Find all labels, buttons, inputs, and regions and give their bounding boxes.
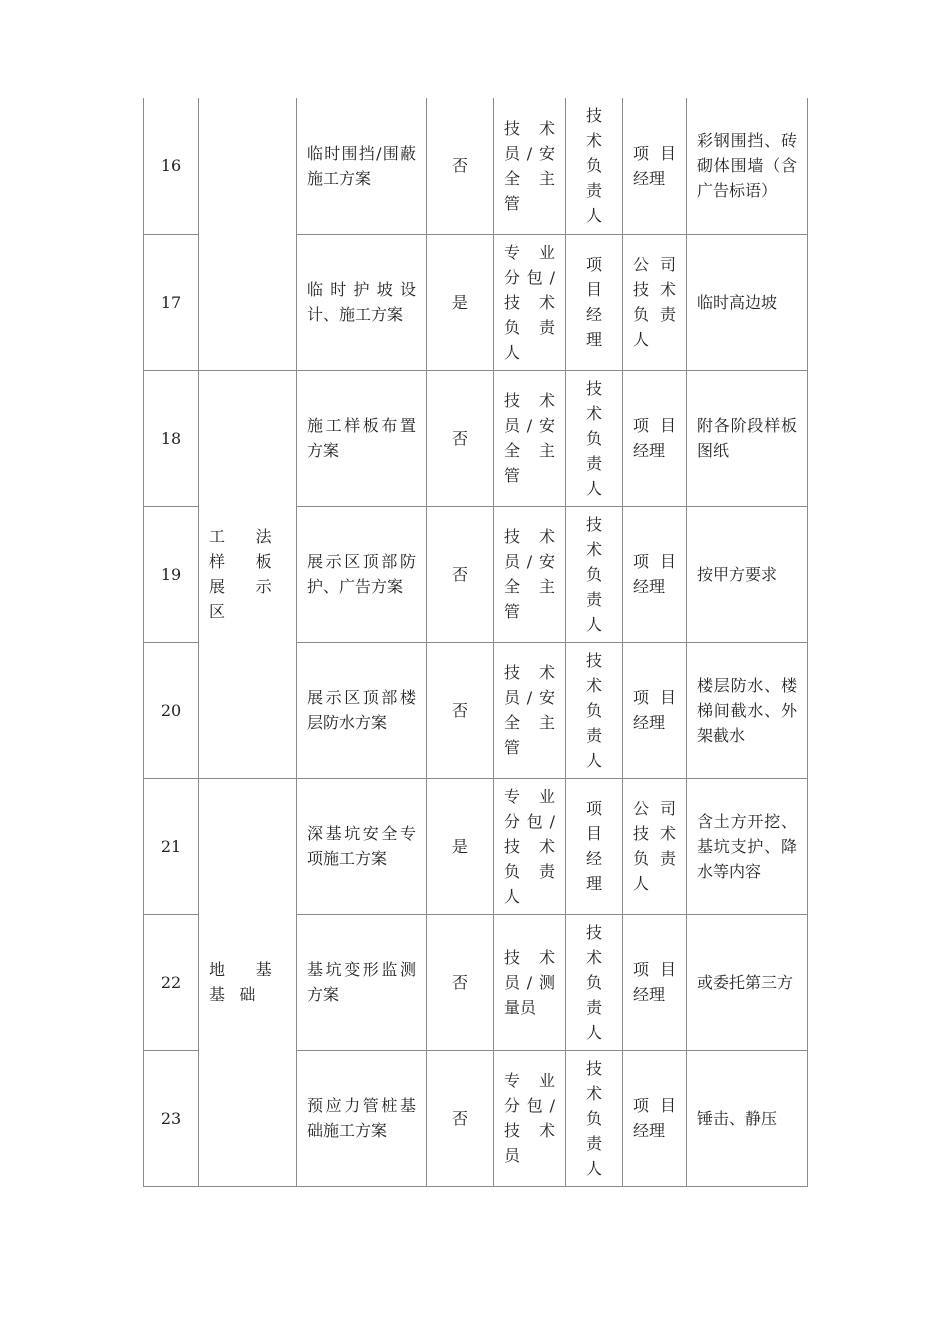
approver-cell: 项目经理	[623, 1050, 687, 1186]
remark-cell: 附各阶段样板图纸	[687, 370, 808, 506]
construction-plan-table	[143, 98, 808, 1187]
plan-content-cell: 预应力管桩基础施工方案	[297, 1050, 427, 1186]
category-cell-foundation: 地基基础	[199, 778, 297, 1186]
expert-review-cell: 否	[427, 914, 494, 1050]
expert-review-cell: 否	[427, 370, 494, 506]
reviewer-cell: 技术负责人	[566, 370, 623, 506]
plan-content-cell: 基坑变形监测方案	[297, 914, 427, 1050]
remark-cell: 锤击、静压	[687, 1050, 808, 1186]
compiler-cell: 技 术员/安全 主管	[494, 370, 566, 506]
remark-cell: 楼层防水、楼梯间截水、外架截水	[687, 642, 808, 778]
reviewer-cell: 技术负责人	[566, 642, 623, 778]
reviewer-cell: 项目经理	[566, 778, 623, 914]
row-number: 23	[144, 1050, 199, 1186]
reviewer-cell: 技术负责人	[566, 98, 623, 234]
reviewer-cell: 项目经理	[566, 234, 623, 370]
compiler-cell: 技 术员/测量员	[494, 914, 566, 1050]
expert-review-cell: 否	[427, 1050, 494, 1186]
remark-cell: 含土方开挖、基坑支护、降水等内容	[687, 778, 808, 914]
plan-content-cell: 临时护坡设计、施工方案	[297, 234, 427, 370]
approver-cell: 公司技术负责人	[623, 778, 687, 914]
reviewer-cell: 技术负责人	[566, 506, 623, 642]
compiler-cell: 专 业分包/技 术员	[494, 1050, 566, 1186]
category-cell-empty	[199, 98, 297, 370]
approver-cell: 项目经理	[623, 642, 687, 778]
compiler-cell: 技 术员/安全 主管	[494, 642, 566, 778]
expert-review-cell: 是	[427, 778, 494, 914]
remark-cell: 临时高边坡	[687, 234, 808, 370]
approver-cell: 公司技术负责人	[623, 234, 687, 370]
row-number: 21	[144, 778, 199, 914]
remark-cell: 按甲方要求	[687, 506, 808, 642]
row-number: 17	[144, 234, 199, 370]
approver-cell: 项目经理	[623, 506, 687, 642]
plan-content-cell: 临时围挡/围蔽施工方案	[297, 98, 427, 234]
expert-review-cell: 否	[427, 506, 494, 642]
table-row	[144, 98, 808, 234]
row-number: 19	[144, 506, 199, 642]
approver-cell: 项目经理	[623, 370, 687, 506]
row-number: 16	[144, 98, 199, 234]
compiler-cell: 技 术员/安全 主管	[494, 506, 566, 642]
category-cell-sample-area: 工法样板 展示区	[199, 370, 297, 778]
approver-cell: 项目经理	[623, 914, 687, 1050]
row-number: 22	[144, 914, 199, 1050]
plan-content-cell: 展示区顶部防护、广告方案	[297, 506, 427, 642]
row-number: 18	[144, 370, 199, 506]
compiler-cell: 技 术员/安全 主管	[494, 98, 566, 234]
expert-review-cell: 是	[427, 234, 494, 370]
reviewer-cell: 技术负责人	[566, 1050, 623, 1186]
compiler-cell: 专 业分包/技 术负 责人	[494, 778, 566, 914]
table-row	[144, 370, 808, 506]
plan-content-cell: 施工样板布置方案	[297, 370, 427, 506]
compiler-cell: 专 业分包/技 术负 责人	[494, 234, 566, 370]
expert-review-cell: 否	[427, 642, 494, 778]
table-row	[144, 778, 808, 914]
expert-review-cell: 否	[427, 98, 494, 234]
plan-content-cell: 深基坑安全专项施工方案	[297, 778, 427, 914]
plan-content-cell: 展示区顶部楼层防水方案	[297, 642, 427, 778]
row-number: 20	[144, 642, 199, 778]
remark-cell: 彩钢围挡、砖砌体围墙（含广告标语）	[687, 98, 808, 234]
approver-cell: 项目经理	[623, 98, 687, 234]
remark-cell: 或委托第三方	[687, 914, 808, 1050]
reviewer-cell: 技术负责人	[566, 914, 623, 1050]
